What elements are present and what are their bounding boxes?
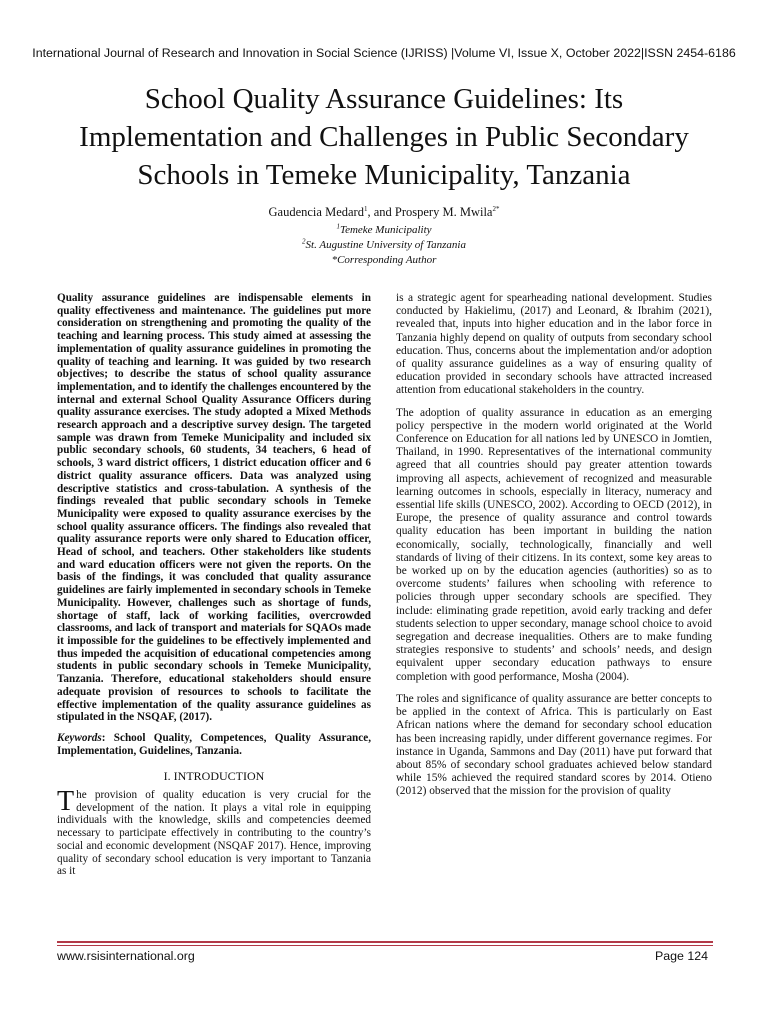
affiliation-1-marker: 1 bbox=[336, 222, 340, 231]
affiliation-1-text: Temeke Municipality bbox=[339, 224, 432, 236]
affiliation-2-text: St. Augustine University of Tanzania bbox=[305, 239, 466, 251]
affiliation-2-marker: 2 bbox=[302, 237, 306, 246]
title-line-3: Schools in Temeke Municipality, Tanzania bbox=[137, 159, 631, 191]
footer-rule-thin bbox=[57, 945, 713, 946]
affiliation-1 bbox=[0, 224, 768, 236]
author-2-marker: 2* bbox=[492, 204, 500, 213]
keywords bbox=[57, 732, 371, 757]
intro-paragraph-1 bbox=[57, 786, 371, 878]
author-1: Gaudencia Medard bbox=[268, 205, 364, 219]
page-number: Page 124 bbox=[654, 949, 708, 963]
keywords-label: Keywords bbox=[57, 731, 102, 744]
corresponding-author: *Corresponding Author bbox=[331, 254, 437, 266]
right-paragraph-2: The adoption of quality assurance in education as an emerging policy perspective in the modern world originated at the World Conference on Education for all nations led by UNESCO in Jomtien, Thailand, in 1990. Representatives of the international community agreed that all countries should pay greater attention towards improving all aspects, achievement of recognized and measurable learning outcomes in schools, especially in literacy, numeracy and essential life skills (UNESCO, 2002). According to OECD (2012), in Europe, the presence of quality assurance and control towards quality education has been important in building the nation economically, socially, technologically, financially and well standards of living of their citizens. In its context, some key areas to be worked up on by the education agencies (authorities) so as to overcome students’ failures when schooling with reference to policies through upper secondary schools are specified. They include: eliminating grade repetition, avoid early tracking and defer students selection to upper secondary, manage school choice to avoid segregation and decrease inequalities. Others are to make funding strategies responsive to students’ and schools’ needs, and design equivalent upper secondary education pathways to ensure completion with good performance, Mosha (2004). bbox=[396, 406, 712, 683]
author-joiner: , and bbox=[367, 205, 395, 219]
running-header: International Journal of Research and Innovation in Social Science (IJRISS) |Volume VI, Issue X, October 2022|ISSN 2454-6186 bbox=[32, 46, 736, 60]
intro-paragraph-1-text: he provision of quality education is very crucial for the development of the nation. It plays a vital role in equipping individuals with the knowledge, skills and competencies deemed necessary to participate effectively in contributing to the country’s social and economic development (NSQAF 2017). Hence, improving quality of secondary school education is very important to Tanzania as it bbox=[57, 789, 371, 878]
author-list bbox=[0, 205, 768, 220]
title-line-1: School Quality Assurance Guidelines: Its bbox=[144, 83, 624, 115]
title-line-2: Implementation and Challenges in Public Secondary bbox=[79, 121, 689, 153]
affiliation-2 bbox=[0, 239, 768, 251]
author-1-marker: 1 bbox=[363, 204, 368, 213]
drop-cap: T bbox=[57, 786, 75, 818]
abstract: Quality assurance guidelines are indispensable elements in quality effectiveness and maintenance. The guidelines put more consideration on strengthening and promoting the quality of the teaching and learning process. This study aimed at assessing the implementation of quality assurance guidelines in promoting the quality of teaching and learning. It was guided by two research objectives; to describe the status of school quality assurance implementation, and to identify the challenges encountered by the internal and external School Quality Assurance Officers during quality assurance exercises. The study adopted a Mixed Methods research approach and a descriptive survey design. The targeted sample was drawn from Temeke Municipality and included six public secondary schools, 60 students, 34 teachers, 6 head of schools, 3 ward district officers, 1 district education officer and 6 district quality assurance officers. Data was analyzed using descriptive statistics and cross-tabulation. A synthesis of the findings revealed that public secondary schools in Temeke Municipality were exposed to quality assurance exercises by the school quality assurance officers. The findings also revealed that quality assurance reports were only shared to Education officer, Head of school, and teachers. Other stakeholders like students and ward education officers were not given the reports. On the basis of the findings, it was concluded that quality assurance guidelines are fairly implemented in secondary schools in Temeke Municipality. However, challenges such as shortage of funds, shortage of staff, lack of working facilities, overcrowded classrooms, and lack of transport and materials for SQAOs made it impossible for the guidelines to be effectively implemented and thus impeded the acquisition of educational competencies among students in public secondary schools in Temeke Municipality, Tanzania. Therefore, educational stakeholders should ensure adequate provision of resources to schools to facilitate the effective implementation of the quality assurance guidelines as stipulated in the NSQAF, (2017). bbox=[57, 292, 371, 724]
keywords-text: : School Quality, Competences, Quality Assurance, Implementation, Guidelines, Tanzania. bbox=[57, 731, 371, 757]
author-2: Prospery M. Mwila bbox=[394, 205, 493, 219]
right-column bbox=[396, 292, 712, 808]
section-heading-introduction: I. INTRODUCTION bbox=[163, 769, 265, 784]
footer-website: www.rsisinternational.org bbox=[57, 949, 195, 963]
right-paragraph-1: is a strategic agent for spearheading national development. Studies conducted by Hakielimu, (2017) and Leonard, & Ibrahim (2021), revealed that, inputs into higher education and in the labor force in Tanzania highly depend on quality of outputs from secondary school education. Thus, concerns about the implementation and/or adoption of quality assurance guidelines as a way of ensuring quality of education provided in secondary schools have attracted increased attention from educational stakeholders in the country. bbox=[396, 292, 712, 397]
right-paragraph-3: The roles and significance of quality assurance are better concepts to be applied in the context of Africa. This is particularly on East African nations where the demand for secondary school education has been increasing rapidly, under different governance regimes. For instance in Uganda, Sammons and Day (2011) have put forward that about 85% of secondary school graduates achieved below standard while 15% achieved the required standard scores by 2014. Otieno (2012) observed that the mission for the provision of quality bbox=[396, 692, 712, 798]
footer-rule bbox=[57, 941, 713, 943]
left-column bbox=[57, 292, 371, 878]
paper-title bbox=[60, 80, 708, 194]
